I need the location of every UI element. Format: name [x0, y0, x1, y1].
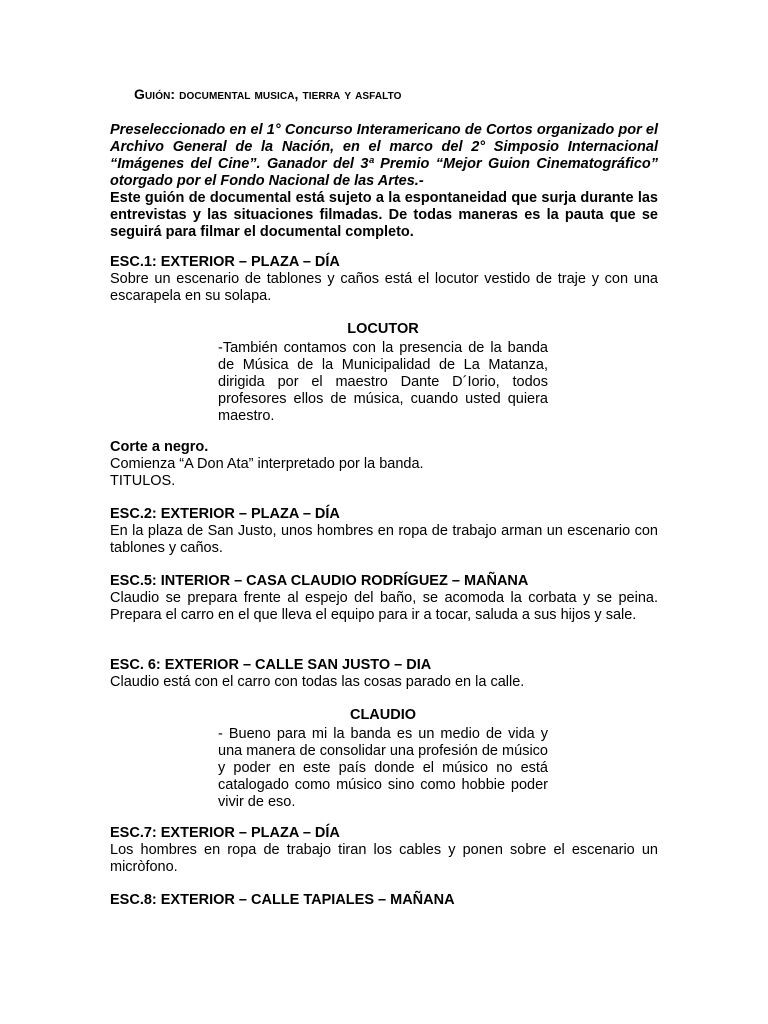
- cut-line: Comienza “A Don Ata” interpretado por la banda.: [110, 456, 424, 472]
- scene-action: Claudio se prepara frente al espejo del baño, se acomoda la corbata y se peina. Prepara el carro en el que lleva el equipo para ir a tocar, saluda a sus hijos y sale.: [110, 590, 658, 623]
- scene-action: En la plaza de San Justo, unos hombres en ropa de trabajo arman un escenario con tablones y caños.: [110, 523, 658, 556]
- intro-note-paragraph: Este guión de documental está sujeto a la espontaneidad que surja durante las entrevistas y las situaciones filmadas. De todas maneras es la pauta que se seguirá para filmar el documental completo.: [110, 190, 658, 240]
- scene-action: Los hombres en ropa de trabajo tiran los cables y ponen sobre el escenario un micròfono.: [110, 842, 658, 875]
- dialogue-text: - Bueno para mi la banda es un medio de vida y una manera de consolidar una profesión de músico y poder en este país donde el músico no está catalogado como músico sino como hobbie poder vivir de eso.: [218, 726, 548, 810]
- cut-heading: Corte a negro.: [110, 439, 209, 455]
- scene-1: [110, 254, 658, 305]
- speaker-name: CLAUDIO: [349, 707, 417, 723]
- scene-5: [110, 573, 658, 624]
- scene-8: [110, 892, 658, 909]
- dialogue-text: -También contamos con la presencia de la banda de Música de la Municipalidad de La Matanza, dirigida por el maestro Dante D´Iorio, todos profesores ellos de música, cuando usted quiera maestro.: [218, 340, 548, 424]
- speaker-name: LOCUTOR: [347, 321, 419, 337]
- scene-heading: ESC.8: EXTERIOR – CALLE TAPIALES – MAÑANA: [110, 892, 455, 908]
- scene-2: [110, 506, 658, 557]
- scene-heading: ESC.2: EXTERIOR – PLAZA – DÍA: [110, 506, 340, 522]
- scene-heading: ESC.5: INTERIOR – CASA CLAUDIO RODRÍGUEZ – MAÑANA: [110, 573, 529, 589]
- cut-to-black: [110, 439, 658, 490]
- scene-heading: ESC.7: EXTERIOR – PLAZA – DÍA: [110, 825, 340, 841]
- scene-7: [110, 825, 658, 876]
- scene-action: Sobre un escenario de tablones y caños está el locutor vestido de traje y con una escarapela en su solapa.: [110, 271, 658, 304]
- document-title: Guión: documental musica, tierra y asfalto: [134, 86, 402, 102]
- titles-line: TITULOS.: [110, 473, 176, 489]
- dialogue-claudio: [218, 707, 548, 811]
- scene-heading: ESC.1: EXTERIOR – PLAZA – DÍA: [110, 254, 340, 270]
- awards-paragraph: Preseleccionado en el 1° Concurso Interamericano de Cortos organizado por el Archivo General de la Nación, en el marco del 2° Simposio Internacional “Imágenes del Cine”. Ganador del 3ª Premio “Mejor Guion Cinematográfico” otorgado por el Fondo Nacional de las Artes.-: [110, 122, 658, 189]
- scene-action: Claudio está con el carro con todas las cosas parado en la calle.: [110, 674, 525, 690]
- scene-heading: ESC. 6: EXTERIOR – CALLE SAN JUSTO – DIA: [110, 657, 432, 673]
- scene-6: [110, 657, 658, 691]
- dialogue-locutor: [218, 321, 548, 425]
